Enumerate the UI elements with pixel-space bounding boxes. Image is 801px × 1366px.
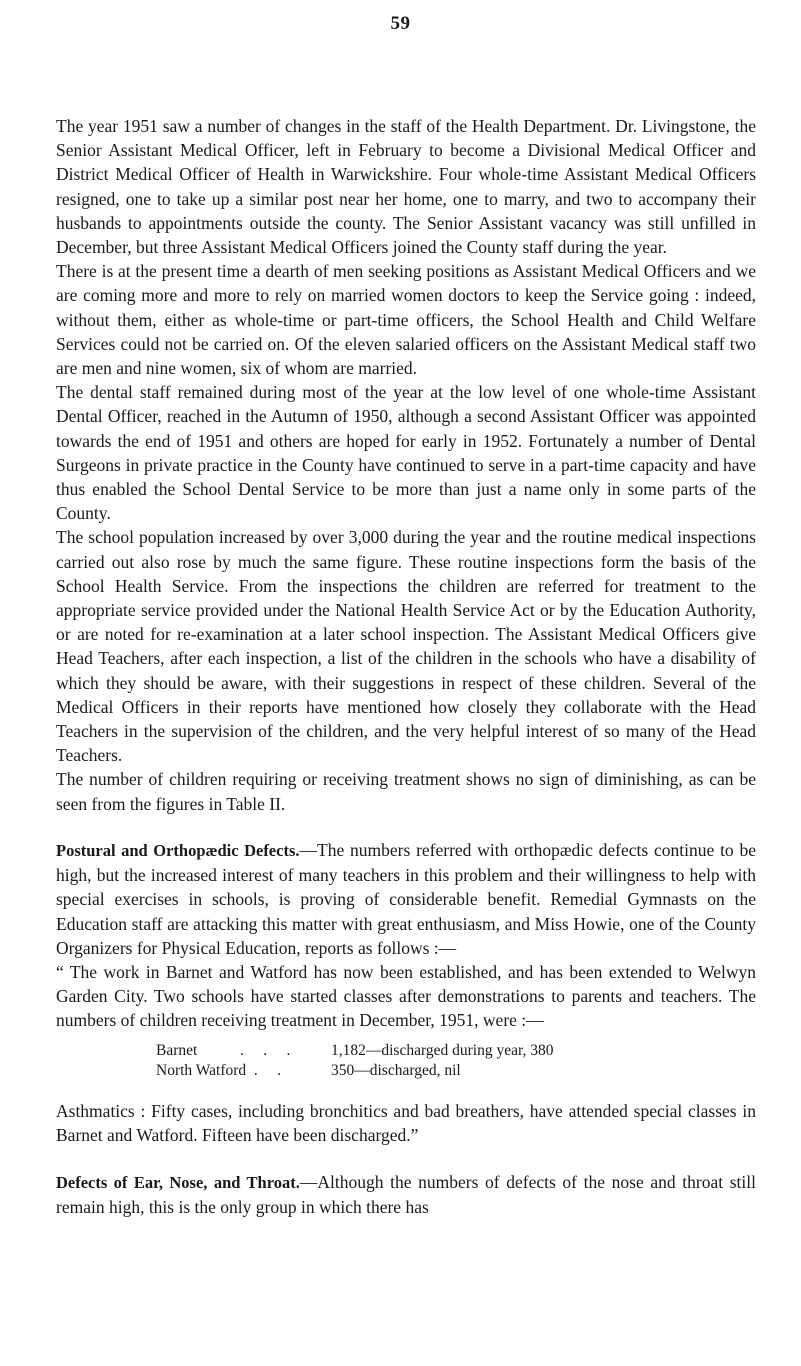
figure-row [156,1041,756,1061]
section-spacer [56,816,756,838]
page-number: 59 [390,13,411,34]
postural-quote: “ The work in Barnet and Watford has now been established, and has been extended to Welwyn Garden City. Two schools have started classes after demonstrations to parents and teachers. The numbers of children receiving treatment in December, 1951, were :— [56,961,756,1031]
asthmatics-paragraph: Asthmatics : Fifty cases, including bronchitics and bad breathers, have attended special classes in Barnet and Watford. Fifteen have been discharged.” [56,1100,756,1145]
paragraph-treatment: The number of children requiring or receiving treatment shows no sign of diminishing, as can be seen from the figures in Table II. [56,769,756,814]
figure-value: 350—discharged, nil [331,1061,461,1079]
figure-value: 1,182—discharged during year, 380 [331,1041,554,1059]
figure-row [156,1061,756,1081]
paragraph-staff-changes: The year 1951 saw a number of changes in the staff of the Health Department. Dr. Livingstone, the Senior Assistant Medical Officer, left in February to become a Divisional Medical Officer and District Medical Officer of Health in Warwickshire. Four whole-time Assistant Medical Officers resigned, one to take up a similar post near her home, one to marry, and two to accompany their husbands to appointments outside the county. The Senior Assistant vacancy was still unfilled in December, but three Assistant Medical Officers joined the County staff during the year. [56,116,756,258]
ent-text: —Although the numbers of defects of the nose and throat still remain high, this is the only group in which there has [56,1171,756,1218]
paragraph-medical-officers: There is at the present time a dearth of men seeking positions as Assistant Medical Officers and we are coming more and more to rely on married women doctors to keep the Service going : indeed, without them, either as whole-time or part-time officers, the School Health and Child Welfare Services could not be carried on. Of the eleven salaried officers on the Assistant Medical staff two are men and nine women, six of whom are married. [56,261,756,379]
figure-place: Barnet . . . [156,1041,291,1059]
figure-place: North Watford . . [156,1061,282,1079]
ent-section [56,1170,756,1219]
paragraph-dental-staff: The dental staff remained during most of the year at the low level of one whole-time Assistant Dental Officer, reached in the Autumn of 1950, although a second Assistant Officer was appointed towards the end of 1951 and others are hoped for early in 1952. Fortunately a number of Dental Surgeons in private practice in the County have continued to serve in a part-time capacity and have thus enabled the School Dental Service to be more than just a name only in some parts of the County. [56,382,756,524]
ent-heading: Defects of Ear, Nose, and Throat. [56,1172,300,1192]
postural-section [56,838,756,960]
page-content [56,114,756,1219]
postural-heading: Postural and Orthopædic Defects. [56,840,300,860]
postural-text: —The numbers referred with orthopædic defects continue to be high, but the increased interest of many teachers in this problem and their willingness to help with special exercises in schools, is proving of considerable benefit. Remedial Gymnasts on the Education staff are attacking this matter with great enthusiasm, and Miss Howie, one of the County Organizers for Physical Education, reports as follows :— [56,839,756,958]
paragraph-school-population: The school population increased by over 3,000 during the year and the routine medical inspections carried out also rose by much the same figure. These routine inspections form the basis of the School Health Service. From the inspections the children are referred for treatment to the appropriate service provided under the National Health Service Act or by the Education Authority, or are noted for re-examination at a later school inspection. The Assistant Medical Officers give Head Teachers, after each inspection, a list of the children in the schools who have a disability of which they should be aware, with their suggestions in respect of these children. Several of the Medical Officers in their reports have mentioned how closely they collaborate with the Head Teachers in the supervision of the children, and the very helpful interest of so many of the Head Teachers. [56,527,756,766]
treatment-figures [156,1041,756,1081]
